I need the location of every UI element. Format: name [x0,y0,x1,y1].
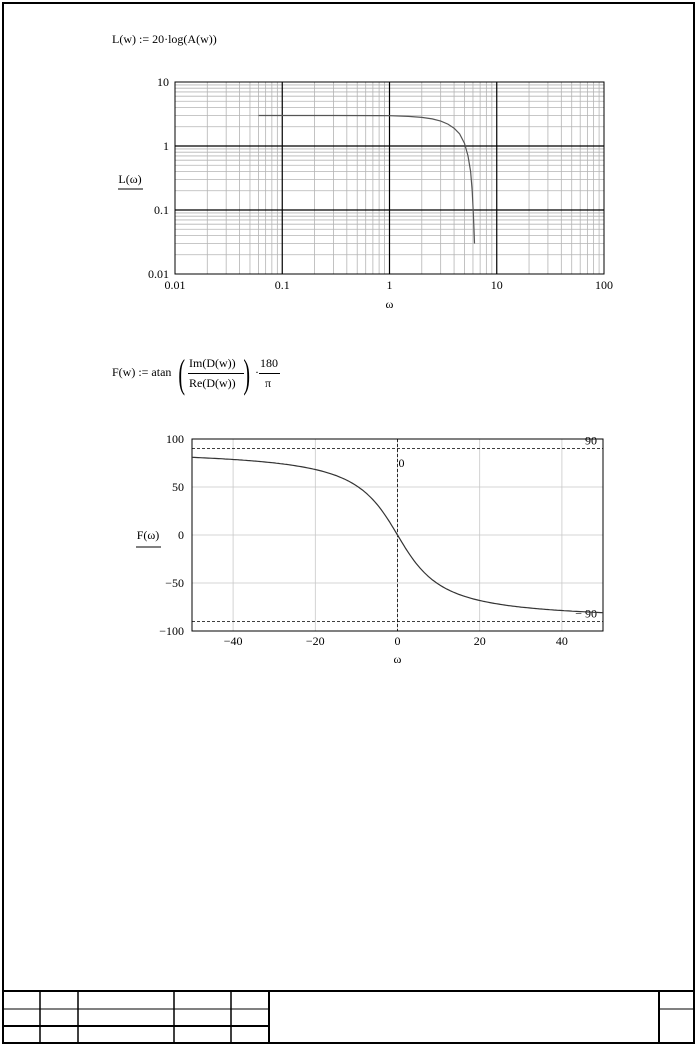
x-tick-label: 1 [386,278,393,292]
x-tick-label: 0.1 [274,278,290,292]
x-tick-label: −20 [305,634,325,648]
x-axis-label: ω [385,297,394,311]
formula-f-lhs: F(w) := atan [112,365,172,379]
marker-label-y: 90 [585,433,597,448]
y-tick-label: 0.01 [148,267,169,281]
x-tick-label: −40 [223,634,243,648]
y-tick-label: −50 [165,576,184,590]
x-tick-label: 0.01 [164,278,186,292]
y-tick-label: 50 [172,480,184,494]
y-tick-label: 0 [178,528,184,542]
formula-f-mult-den: π [265,376,272,390]
formula-l: L(w) := 20·log(A(w)) [112,32,217,46]
title-block [2,990,695,1044]
y-axis-label: F(ω) [136,528,160,542]
chart-log-magnitude [0,70,699,400]
formula-f-num: Im(D(w)) [189,356,236,370]
formula-f-mult-num: 180 [260,356,278,370]
y-axis-label: L(ω) [118,172,142,186]
x-tick-label: 10 [490,278,503,292]
marker-label-y: − 90 [575,606,597,621]
x-tick-label: 100 [595,278,613,292]
y-tick-label: 10 [157,75,169,89]
formula-f-paren-right: ) [243,351,250,396]
marker-label-x: 0 [398,456,405,470]
formula-f-den: Re(D(w)) [189,376,236,390]
x-tick-label: 40 [555,634,568,648]
x-tick-label: 0 [394,634,401,648]
y-tick-label: −100 [159,624,184,638]
y-tick-label: 100 [166,432,184,446]
chart-phase [0,420,699,680]
x-tick-label: 20 [473,634,486,648]
x-axis-label: ω [393,652,402,666]
y-tick-label: 1 [163,139,169,153]
formula-f-paren-left: ( [178,351,185,396]
y-tick-label: 0.1 [154,203,169,217]
